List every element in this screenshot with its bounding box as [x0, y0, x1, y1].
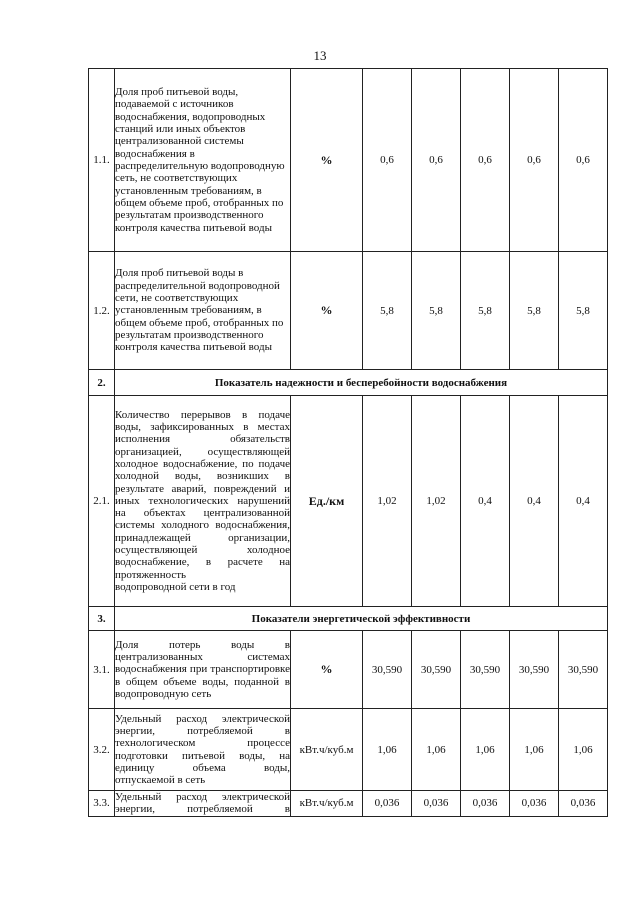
unit-cell: кВт.ч/куб.м: [291, 791, 363, 817]
value-cell: 5,8: [412, 252, 461, 370]
indicator-description: Удельный расход электрической энергии, потребляемой в: [115, 791, 290, 816]
value-cell: 0,036: [363, 791, 412, 817]
value-cell: 30,590: [559, 631, 608, 709]
value-cell: 30,590: [412, 631, 461, 709]
indicator-description: Доля проб питьевой воды, подаваемой с источников водоснабжения, водопроводных станций или иных объектов централизованной системы водоснабжения в распределительную водопроводную сеть, не соответствующих установленным требованиям, в общем объеме проб, отобранных по результатам производственного контроля качества питьевой воды: [115, 69, 291, 252]
value-cell: 5,8: [363, 252, 412, 370]
value-cell: 1,06: [559, 709, 608, 791]
section-number: 2.: [89, 370, 115, 396]
row-number: 3.2.: [89, 709, 115, 791]
value-cell: 1,02: [412, 396, 461, 607]
value-cell: 0,036: [559, 791, 608, 817]
value-cell: 0,6: [510, 69, 559, 252]
unit-cell: %: [291, 69, 363, 252]
value-cell: 5,8: [510, 252, 559, 370]
row-number: 3.3.: [89, 791, 115, 817]
description-text: Доля потерь воды в централизованных системах водоснабжения при транспортировке в общем объеме воды, поданной в: [115, 638, 290, 688]
value-cell: 0,6: [461, 69, 510, 252]
value-cell: 0,036: [461, 791, 510, 817]
indicators-table: [88, 68, 608, 817]
section-header-row: [89, 607, 608, 631]
value-cell: 1,06: [363, 709, 412, 791]
description-text-last: отпускаемой в сеть: [115, 774, 206, 787]
row-number: 3.1.: [89, 631, 115, 709]
section-title: Показатель надежности и бесперебойности водоснабжения: [115, 370, 608, 396]
indicator-description: Доля проб питьевой воды в распределительной водопроводной сети, не соответствующих установленным требованиям, в общем объеме проб, отобранных по результатам производственного контроля качества питьевой воды: [115, 252, 291, 370]
table-row: [89, 252, 608, 370]
unit-cell: %: [291, 631, 363, 709]
indicator-description: [115, 709, 291, 791]
value-cell: 0,4: [461, 396, 510, 607]
value-cell: 0,4: [559, 396, 608, 607]
table-row: [89, 69, 608, 252]
value-cell: 30,590: [510, 631, 559, 709]
page-number: 13: [313, 48, 327, 63]
unit-cell: кВт.ч/куб.м: [291, 709, 363, 791]
unit-cell: Ед./км: [291, 396, 363, 607]
value-cell: 0,6: [559, 69, 608, 252]
row-number: 1.2.: [89, 252, 115, 370]
value-cell: 1,06: [412, 709, 461, 791]
value-cell: 5,8: [559, 252, 608, 370]
value-cell: 1,02: [363, 396, 412, 607]
value-cell: 0,6: [363, 69, 412, 252]
value-cell: 0,036: [412, 791, 461, 817]
row-number: 2.1.: [89, 396, 115, 607]
table-row: [89, 791, 608, 817]
section-number: 3.: [89, 607, 115, 631]
value-cell: 30,590: [461, 631, 510, 709]
table-row: [89, 396, 608, 607]
description-text-last: водопроводной сети в год: [115, 581, 236, 594]
value-cell: 0,036: [510, 791, 559, 817]
value-cell: 1,06: [510, 709, 559, 791]
section-header-row: [89, 370, 608, 396]
table-row: [89, 709, 608, 791]
value-cell: 5,8: [461, 252, 510, 370]
indicator-description: [115, 396, 291, 607]
row-number: 1.1.: [89, 69, 115, 252]
description-text-last: водопроводную сеть: [115, 687, 212, 700]
value-cell: 0,4: [510, 396, 559, 607]
value-cell: 30,590: [363, 631, 412, 709]
indicator-description: [115, 631, 291, 709]
value-cell: 1,06: [461, 709, 510, 791]
description-text: Удельный расход электрической энергии, потребляемой в технологическом процессе подготовки питьевой воды, на единицу объема воды,: [115, 712, 290, 774]
section-title: Показатели энергетической эффективности: [115, 607, 608, 631]
description-text: Количество перерывов в подаче воды, зафиксированных в местах исполнения обязательств организацией, осуществляющей холодное водоснабжение, по подаче холодной воды, возникших в результате аварий, повреждений и иных технологических нарушений на объектах централизованной системы холодного водоснабжения, принадлежащей организации, осуществляющей холодное водоснабжение, в расчете на протяженность: [115, 408, 290, 581]
value-cell: 0,6: [412, 69, 461, 252]
unit-cell: %: [291, 252, 363, 370]
table-row: [89, 631, 608, 709]
